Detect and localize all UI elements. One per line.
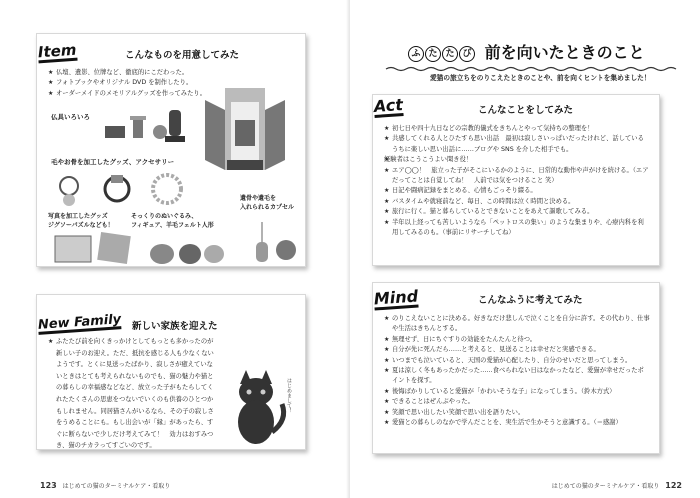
title-main: 前を向いたときのこと bbox=[484, 43, 645, 62]
list-item: ★ フォトブックやオリジナル DVD を制作したり。 bbox=[48, 78, 298, 88]
list-item: ★ オーダーメイドのメモリアルグッズを作ってみたり。 bbox=[48, 89, 298, 99]
list-item: ★ エア◯◯！ 旅立った子がそこにいるかのように、日常的な動作や声がけを続ける。（エアだってことは自覚してね！ 人前では気をつけること 笑） bbox=[384, 166, 650, 187]
book-title: はじめての猫のターミナルケア・看取り bbox=[62, 483, 171, 490]
caption-fur-goods: 毛やお骨を加工したグッズ、アクセサリー bbox=[51, 158, 175, 166]
list-item: ★ 初七日や四十九日などの宗教的儀式をきちんとやって気持ちの整理を！ bbox=[384, 124, 650, 134]
caption-photo-goods: 写真を加工したグッズ ジグソーパズルなども！ bbox=[48, 213, 114, 229]
figure-illustration bbox=[148, 238, 228, 264]
left-footer bbox=[40, 481, 170, 490]
page-title bbox=[408, 40, 645, 63]
cat-speech: はじめまして！ bbox=[286, 378, 292, 413]
mind-tag: Mind bbox=[373, 286, 419, 309]
fur-goods-illustration bbox=[55, 172, 195, 206]
list-item: ★ 愛猫との暮らしのなかで学んだことを、実生活で生かそうと意識する。（＝感謝） bbox=[384, 418, 650, 428]
right-page bbox=[350, 0, 700, 498]
page-number: 122 bbox=[665, 481, 682, 490]
caption-figure: そっくりのぬいぐるみ、 フィギュア、羊毛フェルト人形 bbox=[131, 213, 214, 229]
list-item: ★ 共感してくれる人とひたすら思い出話 最初は寂しさいっぱいだったけれど、話しているうちに楽しい思い出話に……ブログや SNS を介した相手でも。 bbox=[384, 134, 650, 155]
act-bullets bbox=[384, 124, 650, 238]
photo-goods-illustration bbox=[55, 234, 135, 264]
paragraph: ★ ふたたび前を向くきっかけとしてもっとも多かったのが新しい子のお迎え。ただ、抵抗を感じる人も少なくないようです。とくに見送ったばかり、寂しさが癒えていないときはとても考えられないものでも、猫の魅力や猫との暮らしの幸福感などなど、放立った子がもたらしてくれたたくさんの思恵をつないでいくのも供養のひとつかもしれません。同居猫さんがいるなら、その子の寂しさをうめることにも。もし出会いが「縁」があったら、すぐに断らないで少しだけ考えてみて！ 効力はおすみつき、猫のチカラってすごいのです。 bbox=[48, 336, 218, 452]
page-subtitle: 愛猫の旅立ちをのりこえたときのことや、前を向くヒントを集めました！ bbox=[430, 74, 651, 82]
list-item: ★ 笑顔で思い出したい笑顔で思い出を語りたい。 bbox=[384, 408, 650, 418]
title-prefix-char: ふ bbox=[408, 46, 424, 62]
item-tag: Item bbox=[37, 40, 78, 62]
book-title: はじめての猫のターミナルケア・看取り bbox=[551, 483, 660, 490]
page-number: 123 bbox=[40, 481, 57, 490]
list-item: ★ のりこえないことに決める。好きなだけ悲しんで泣くことを自分に許す。その代わり、仕事や生活はきちんとする。 bbox=[384, 314, 650, 335]
family-tag: New Family bbox=[37, 312, 122, 333]
item-title: こんなものを用意してみた bbox=[125, 50, 240, 61]
title-prefix-char: た bbox=[442, 46, 458, 62]
list-item: ★ 無理せず、日にちぐすりの効能をたんたんと待つ。 bbox=[384, 335, 650, 345]
mind-title: こんなふうに考えてみた bbox=[478, 295, 583, 306]
list-item: ★ バスタイムや就寝前など、毎日、この時間は泣く時間と決める。 bbox=[384, 197, 650, 207]
list-item: ★ 自分が先に死んだら……と考えると、見送ることは幸せだと実感できる。 bbox=[384, 345, 650, 355]
caption-butsugu: 仏具いろいろ bbox=[51, 113, 90, 121]
title-prefix-char: び bbox=[459, 46, 475, 62]
family-body bbox=[48, 336, 218, 452]
mind-bullets bbox=[384, 314, 650, 428]
list-item: ★ 旅行に行く。猫と暮らしているとできないことをあえて謳歌してみる。 bbox=[384, 207, 650, 217]
list-item: ★ できることはぜんぶやった。 bbox=[384, 397, 650, 407]
title-prefix-char: た bbox=[425, 46, 441, 62]
act-title: こんなことをしてみた bbox=[478, 105, 574, 116]
capsule-illustration bbox=[250, 222, 300, 262]
family-title: 新しい家族を迎えた bbox=[132, 321, 218, 332]
list-item: ★ 経験者はこうこうよい聞き役！ bbox=[384, 155, 650, 165]
list-item: ★ 半年以上経っても苦しいようなら「ペットロスの集い」のような集まりや、心療内科を利用してみるのも。（事前にリサーチしてね） bbox=[384, 218, 650, 239]
list-item: ★ 夏は涼しく冬もあったかだった……食べられない日はなかったなど、愛猫が幸せだったポイントを探す。 bbox=[384, 366, 650, 387]
altar-illustration bbox=[205, 80, 285, 175]
right-footer bbox=[552, 481, 682, 490]
list-item: ★ 日記や闘病記録をまとめる、心情もごっそり綴る。 bbox=[384, 186, 650, 196]
butsugu-illustration bbox=[105, 102, 200, 150]
caption-capsule: 遺骨や遺毛を 入れられるカプセル bbox=[240, 195, 294, 211]
act-tag: Act bbox=[373, 95, 404, 116]
list-item: ★ いつまでも泣いていると、天国の愛猫が心配したり、自分のせいだと思ってしまう。 bbox=[384, 356, 650, 366]
list-item: ★ 仏壇、遺影、位牌など、徹底的にこだわった。 bbox=[48, 68, 298, 78]
list-item: ★ 後悔ばかりしていると愛猫が「かわいそうな子」になってしまう。（鈴木方式） bbox=[384, 387, 650, 397]
